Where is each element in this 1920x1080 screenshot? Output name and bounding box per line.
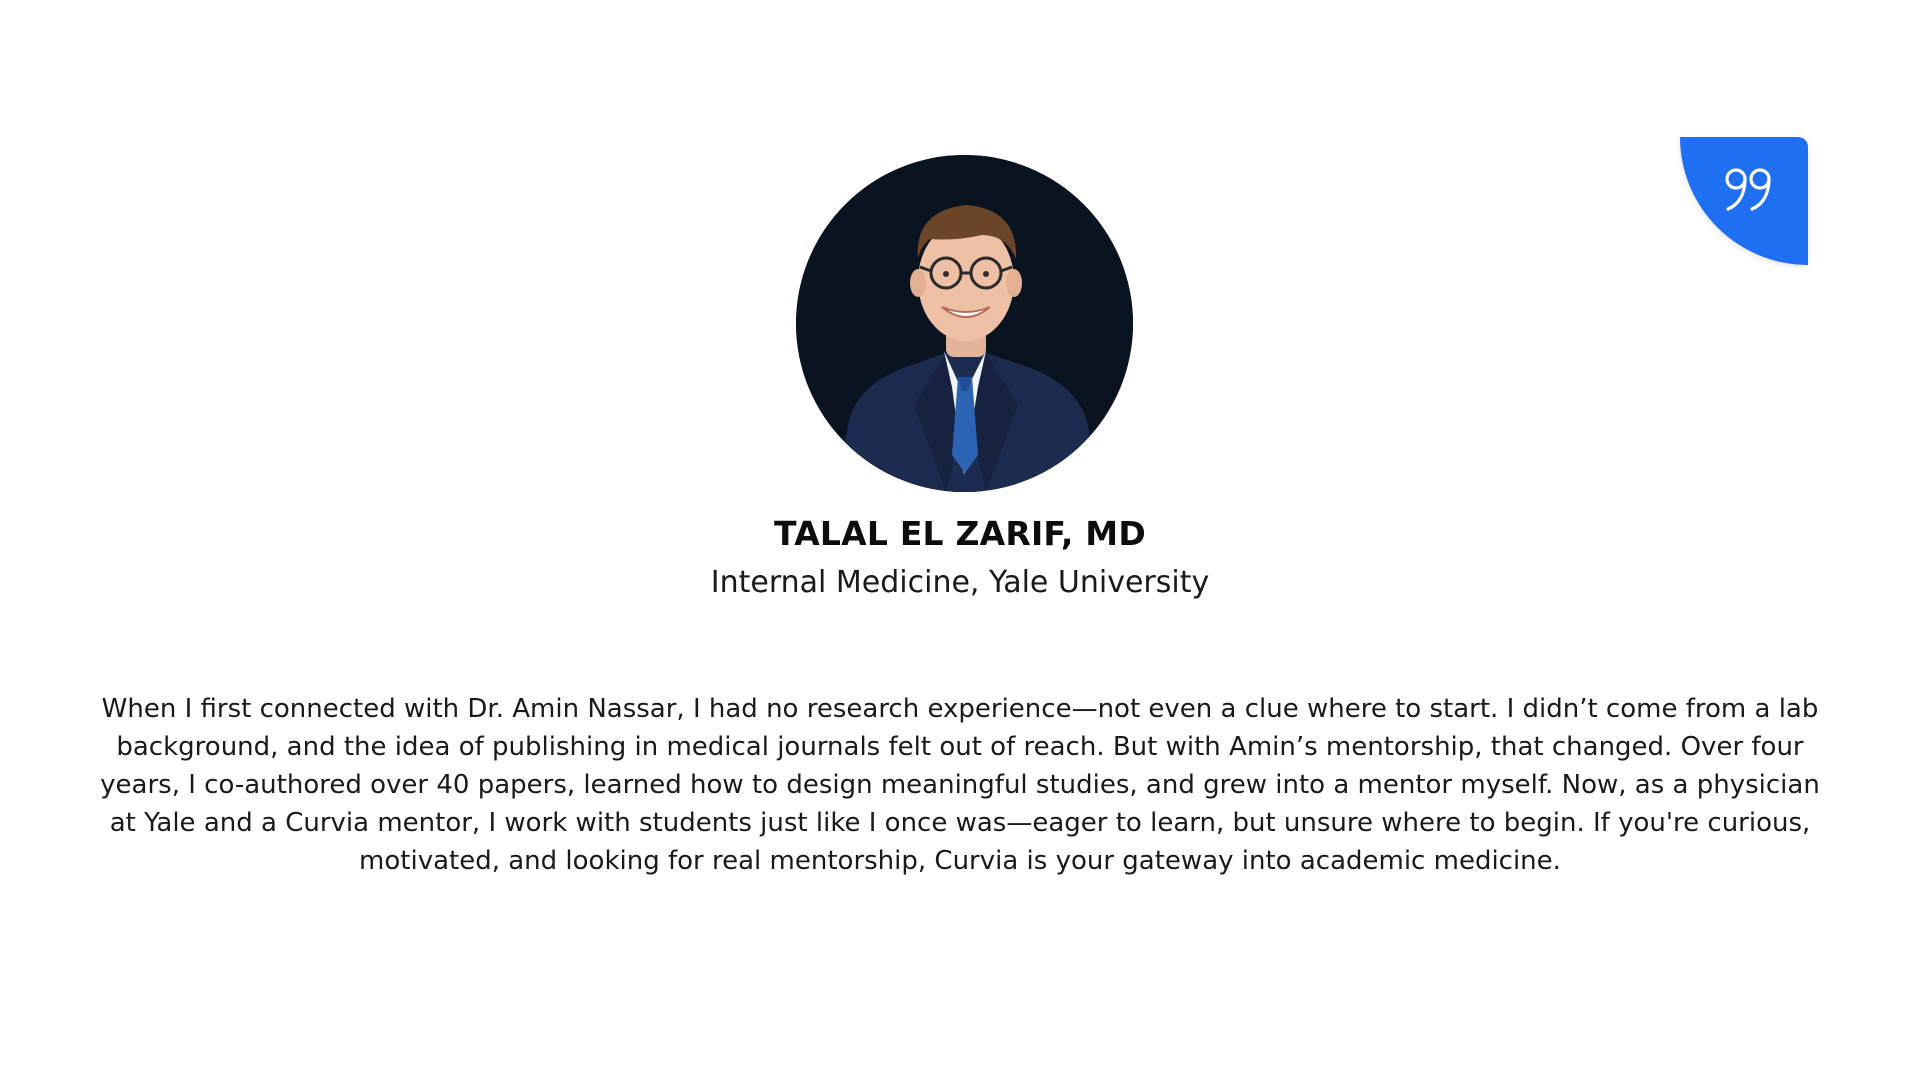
person-name: TALAL EL ZARIF, MD <box>774 514 1146 553</box>
portrait-illustration <box>796 155 1133 492</box>
testimonial-text: When I first connected with Dr. Amin Nassar, I had no research experience—not even a clue where to start. I didn’t come from a lab background, and the idea of publishing in medical journals felt out of reach. But with Amin’s mentorship, that changed. Over four years, I co-authored over 40 papers, learned how to design meaningful studies, and grew into a mentor myself. Now, as a physician at Yale and a Curvia mentor, I work with students just like I once was—eager to learn, but unsure where to begin. If you're curious, motivated, and looking for real mentorship, Curvia is your gateway into academic medicine. <box>100 694 1820 876</box>
quote-icon <box>1722 165 1778 213</box>
quote-badge <box>1680 137 1808 265</box>
person-role: Internal Medicine, Yale University <box>710 565 1210 600</box>
avatar <box>796 155 1133 492</box>
